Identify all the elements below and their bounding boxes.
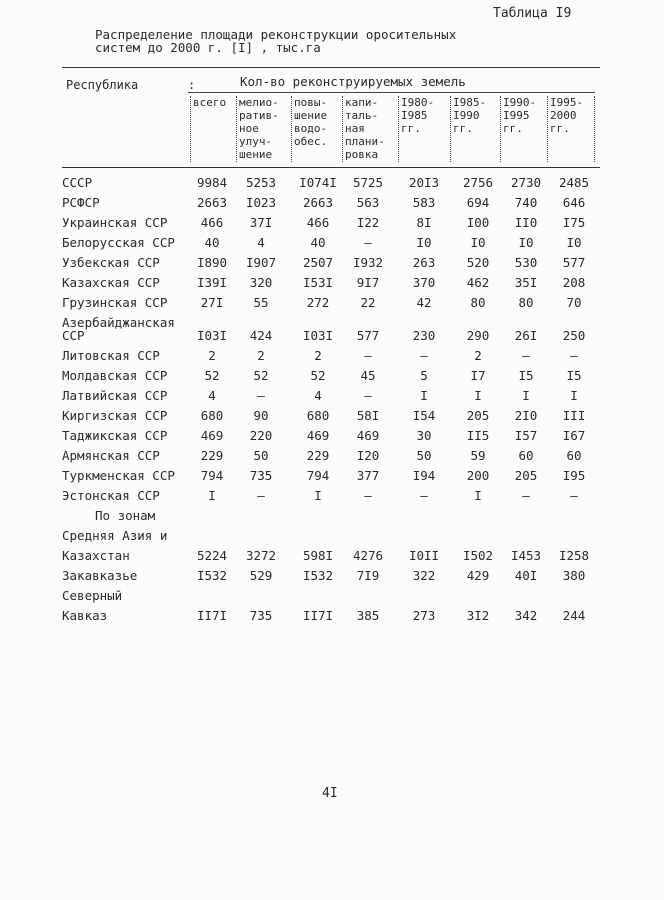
cell: I0II	[408, 548, 440, 563]
cell: 7I9	[356, 568, 380, 583]
cell: 273	[412, 608, 436, 623]
cell: I	[314, 488, 322, 503]
cell: I94	[412, 468, 436, 483]
cell: 37I	[249, 215, 273, 230]
cell: 5	[420, 368, 428, 383]
cell: 377	[356, 468, 380, 483]
cell: 4	[314, 388, 322, 403]
cell: I5	[518, 368, 534, 383]
table-row	[62, 368, 602, 388]
cell: 2663	[196, 195, 228, 210]
cell: –	[522, 488, 530, 503]
zone-name-top: Северный	[62, 588, 123, 603]
cell: 263	[412, 255, 436, 270]
cell: 735	[249, 608, 273, 623]
cell: 3272	[245, 548, 277, 563]
cell: 3I2	[466, 608, 490, 623]
cell: 52	[253, 368, 269, 383]
top-rule	[62, 67, 600, 68]
cell: 4	[208, 388, 216, 403]
row-name: Узбекская ССР	[62, 255, 160, 270]
cell: 229	[200, 448, 224, 463]
column-header-line: повы-	[294, 96, 328, 109]
cell: 250	[562, 328, 586, 343]
row-name: Казахская ССР	[62, 275, 160, 290]
cell: 342	[514, 608, 538, 623]
cell: –	[522, 348, 530, 363]
cell: 469	[356, 428, 380, 443]
cell: I67	[562, 428, 586, 443]
table-row	[62, 235, 602, 255]
cell: 244	[562, 608, 586, 623]
cell: 466	[306, 215, 330, 230]
cell: –	[364, 488, 372, 503]
cell: I95	[562, 468, 586, 483]
column-header-line: гг.	[550, 122, 570, 135]
cell: 290	[466, 328, 490, 343]
header-colon: :	[188, 78, 196, 92]
cell: –	[364, 235, 372, 250]
cell: 30	[416, 428, 432, 443]
cell: I22	[356, 215, 380, 230]
row-name: Грузинская ССР	[62, 295, 168, 310]
cell: 469	[306, 428, 330, 443]
cell: I39I	[196, 275, 228, 290]
cell: 530	[514, 255, 538, 270]
column-divider	[398, 96, 399, 162]
cell: 70	[566, 295, 582, 310]
cell: I258	[558, 548, 590, 563]
cell: –	[364, 388, 372, 403]
cell: 2485	[558, 175, 590, 190]
cell: 45	[360, 368, 376, 383]
table-row	[62, 428, 602, 448]
cell: 322	[412, 568, 436, 583]
cell: 40	[204, 235, 220, 250]
cell: I023	[245, 195, 277, 210]
cell: 40I	[514, 568, 538, 583]
cell: 370	[412, 275, 436, 290]
row-name: РСФСР	[62, 195, 100, 210]
table-row	[62, 275, 602, 295]
cell: 5725	[352, 175, 384, 190]
cell: 60	[566, 448, 582, 463]
cell: III	[562, 408, 586, 423]
column-header-line	[193, 109, 226, 122]
cell: I03I	[302, 328, 334, 343]
cell: I57	[514, 428, 538, 443]
header-group: Кол-во реконструируемых земель	[240, 74, 466, 89]
column-divider	[594, 96, 595, 162]
zone-name: Кавказ	[62, 608, 108, 623]
cell: 9984	[196, 175, 228, 190]
row-name: Белорусская ССР	[62, 235, 175, 250]
row-name: Литовская ССР	[62, 348, 160, 363]
column-header-line: обес.	[294, 135, 328, 148]
cell: 50	[253, 448, 269, 463]
cell: II5	[466, 428, 490, 443]
cell: I5	[566, 368, 582, 383]
cell: 4	[257, 235, 265, 250]
zone-name: Закавказье	[62, 568, 138, 583]
column-divider	[291, 96, 292, 162]
cell: 529	[249, 568, 273, 583]
column-header-line: гг.	[503, 122, 523, 135]
column-header	[503, 96, 536, 135]
cell: –	[420, 488, 428, 503]
column-header-line: ная	[345, 122, 365, 135]
cell: I00	[466, 215, 490, 230]
table-row	[62, 488, 602, 508]
column-header-line	[193, 135, 226, 148]
table-row	[62, 468, 602, 488]
cell: –	[420, 348, 428, 363]
cell: 5253	[245, 175, 277, 190]
column-header-line: улуч-	[239, 135, 273, 148]
column-header-line: мелио-	[239, 96, 279, 109]
cell: 27I	[200, 295, 224, 310]
cell: I502	[462, 548, 494, 563]
cell: 2507	[302, 255, 334, 270]
column-header-line: I995	[503, 109, 530, 122]
cell: 680	[200, 408, 224, 423]
column-header-line: шение	[239, 148, 273, 161]
cell: –	[570, 488, 578, 503]
cell: 694	[466, 195, 490, 210]
cell: –	[364, 348, 372, 363]
zone-row	[62, 528, 602, 568]
cell: –	[257, 388, 265, 403]
cell: I03I	[196, 328, 228, 343]
cell: 794	[306, 468, 330, 483]
cell: 680	[306, 408, 330, 423]
cell: I932	[352, 255, 384, 270]
cell: 55	[253, 295, 269, 310]
cell: 520	[466, 255, 490, 270]
column-header-line: гг.	[401, 122, 421, 135]
column-header-line: всего	[193, 96, 227, 109]
row-name: Киргизская ССР	[62, 408, 168, 423]
cell: 385	[356, 608, 380, 623]
cell: I	[522, 388, 530, 403]
table-row	[62, 315, 602, 348]
column-header-line: I985	[401, 109, 428, 122]
column-header	[345, 96, 385, 161]
row-name-top: Азербайджанская	[62, 315, 175, 330]
cell: 90	[253, 408, 269, 423]
cell: 424	[249, 328, 273, 343]
zone-name-top: Средняя Азия и	[62, 528, 168, 543]
column-header-line: 2000	[550, 109, 577, 122]
cell: 40	[310, 235, 326, 250]
column-divider	[236, 96, 237, 162]
table-row	[62, 348, 602, 368]
cell: 229	[306, 448, 330, 463]
cell: 50	[416, 448, 432, 463]
cell: 200	[466, 468, 490, 483]
cell: 52	[204, 368, 220, 383]
column-header-line: I985-	[453, 96, 487, 109]
zone-row	[62, 588, 602, 628]
cell: 462	[466, 275, 490, 290]
zone-name: Казахстан	[62, 548, 130, 563]
column-header-line: ратив-	[239, 109, 279, 122]
cell: 598I	[302, 548, 334, 563]
row-name: Молдавская ССР	[62, 368, 168, 383]
cell: 80	[470, 295, 486, 310]
column-header-line: таль-	[345, 109, 379, 122]
cell: I532	[196, 568, 228, 583]
cell: I532	[302, 568, 334, 583]
cell: 20I3	[408, 175, 440, 190]
cell: 469	[200, 428, 224, 443]
cell: 9I7	[356, 275, 380, 290]
table-title-line-2: систем до 2000 г. [I] , тыс.га	[95, 40, 321, 55]
row-name: Армянская ССР	[62, 448, 160, 463]
table-row	[62, 195, 602, 215]
cell: 2730	[510, 175, 542, 190]
cell: 208	[562, 275, 586, 290]
zones-title: По зонам	[95, 508, 156, 523]
cell: I7	[470, 368, 486, 383]
cell: II0	[514, 215, 538, 230]
cell: 577	[356, 328, 380, 343]
header-group-rule	[188, 92, 595, 93]
cell: 60	[518, 448, 534, 463]
column-header-line: I990-	[503, 96, 537, 109]
header-bottom-rule	[62, 167, 600, 168]
zone-row	[62, 568, 602, 588]
cell: 4276	[352, 548, 384, 563]
cell: –	[570, 348, 578, 363]
cell: 2	[208, 348, 216, 363]
cell: 429	[466, 568, 490, 583]
column-header	[193, 96, 226, 148]
cell: II7I	[196, 608, 228, 623]
column-divider	[500, 96, 501, 162]
cell: 2	[314, 348, 322, 363]
column-divider	[450, 96, 451, 162]
cell: I	[474, 388, 482, 403]
cell: 52	[310, 368, 326, 383]
cell: 577	[562, 255, 586, 270]
column-header-line	[193, 122, 226, 135]
table-row	[62, 215, 602, 235]
cell: 230	[412, 328, 436, 343]
column-header	[294, 96, 327, 148]
cell: 466	[200, 215, 224, 230]
row-name: Украинская ССР	[62, 215, 168, 230]
cell: 2I0	[514, 408, 538, 423]
column-header	[239, 96, 279, 161]
cell: 2	[257, 348, 265, 363]
cell: 563	[356, 195, 380, 210]
row-name: Таджикская ССР	[62, 428, 168, 443]
column-header-line: капи-	[345, 96, 379, 109]
cell: 5224	[196, 548, 228, 563]
cell: I0	[470, 235, 486, 250]
column-header-line: шение	[294, 109, 328, 122]
column-header-line: I995-	[550, 96, 584, 109]
cell: I074I	[299, 175, 337, 190]
cell: –	[257, 488, 265, 503]
column-header-line: ровка	[345, 148, 379, 161]
cell: 22	[360, 295, 376, 310]
page-number: 4I	[322, 786, 338, 801]
cell: I0	[416, 235, 432, 250]
table-label: Таблица I9	[493, 6, 572, 21]
column-header	[401, 96, 434, 135]
cell: 380	[562, 568, 586, 583]
cell: I53I	[302, 275, 334, 290]
column-header-line: гг.	[453, 122, 473, 135]
row-name: СССР	[62, 175, 93, 190]
cell: 2663	[302, 195, 334, 210]
table-row	[62, 255, 602, 275]
cell: 205	[466, 408, 490, 423]
cell: 735	[249, 468, 273, 483]
cell: 272	[306, 295, 330, 310]
cell: I54	[412, 408, 436, 423]
cell: I	[420, 388, 428, 403]
cell: 583	[412, 195, 436, 210]
column-header	[453, 96, 486, 135]
row-name: Туркменская ССР	[62, 468, 175, 483]
table-row	[62, 295, 602, 315]
cell: 35I	[514, 275, 538, 290]
table-row	[62, 175, 602, 195]
table-row	[62, 448, 602, 468]
cell: I20	[356, 448, 380, 463]
cell: 58I	[356, 408, 380, 423]
table-title-line-1: Распределение площади реконструкции оросительных	[95, 27, 457, 42]
column-header-line: I990	[453, 109, 480, 122]
cell: I	[208, 488, 216, 503]
cell: 220	[249, 428, 273, 443]
cell: I453	[510, 548, 542, 563]
cell: 26I	[514, 328, 538, 343]
cell: I75	[562, 215, 586, 230]
column-header-line: плани-	[345, 135, 385, 148]
cell: 794	[200, 468, 224, 483]
cell: 2	[474, 348, 482, 363]
cell: I890	[196, 255, 228, 270]
cell: I907	[245, 255, 277, 270]
cell: 320	[249, 275, 273, 290]
cell: I0	[518, 235, 534, 250]
row-name: Эстонская ССР	[62, 488, 160, 503]
cell: 42	[416, 295, 432, 310]
cell: 2756	[462, 175, 494, 190]
cell: I	[570, 388, 578, 403]
cell: 80	[518, 295, 534, 310]
header-republic: Республика	[66, 78, 139, 92]
table-row	[62, 408, 602, 428]
column-header	[550, 96, 583, 135]
cell: 740	[514, 195, 538, 210]
cell: 59	[470, 448, 486, 463]
row-name: Латвийская ССР	[62, 388, 168, 403]
cell: 646	[562, 195, 586, 210]
column-divider	[342, 96, 343, 162]
row-name: ССР	[62, 328, 85, 343]
column-header-line: водо-	[294, 122, 328, 135]
cell: 205	[514, 468, 538, 483]
column-divider	[547, 96, 548, 162]
column-header-line: I980-	[401, 96, 435, 109]
cell: 8I	[416, 215, 432, 230]
cell: I	[474, 488, 482, 503]
column-divider	[190, 96, 191, 162]
cell: I0	[566, 235, 582, 250]
table-row	[62, 388, 602, 408]
column-header-line: ное	[239, 122, 259, 135]
cell: II7I	[302, 608, 334, 623]
